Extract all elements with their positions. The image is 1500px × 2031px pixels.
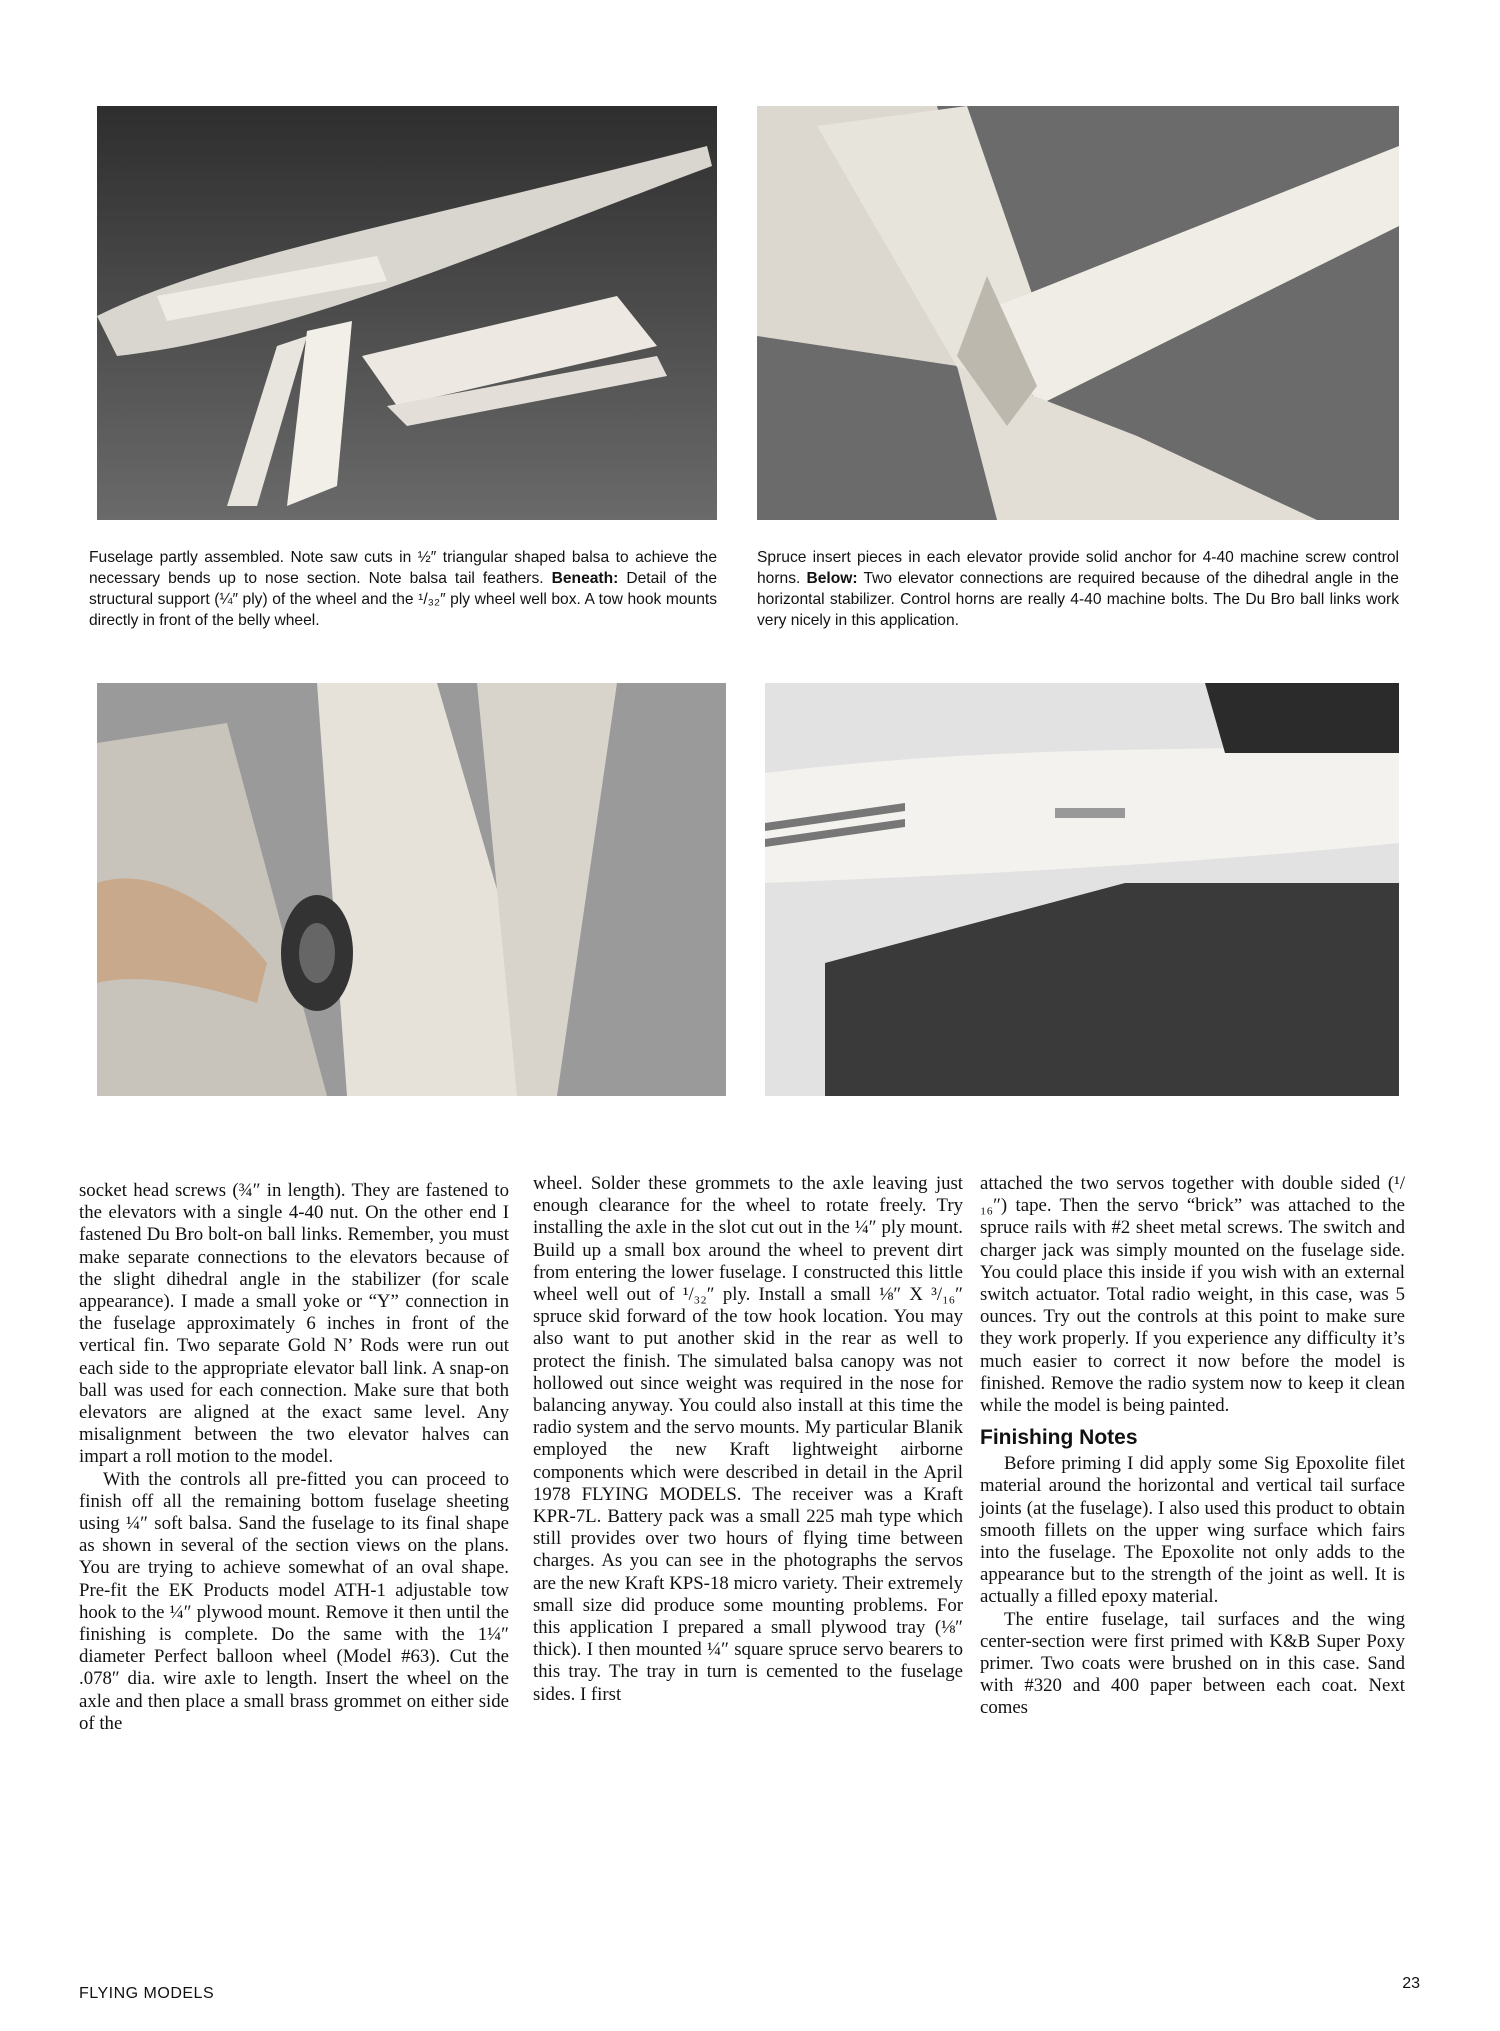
column-1-paragraph-2: With the controls all pre-fitted you can proceed to finish off all the remaining bottom fuselage sheeting using ¼″ soft balsa. Sand the fuselage to its final shape as shown in several of the section views on the plans. You are trying to achieve somewhat of an oval shape. Pre-fit the EK Products model ATH-1 adjustable tow hook to the ¼″ plywood mount. Remove it then until the finishing is complete. Do the same with the 1¼″ diameter Perfect balloon wheel (Model #63). Cut the .078″ dia. wire axle to length. Insert the wheel on the axle and then place a small brass grommet on either side of the	[79, 1468, 509, 1734]
footer-page-number: 23	[1402, 1975, 1420, 1992]
article-column-3	[980, 1173, 1405, 1720]
column-1-paragraph-1: socket head screws (¾″ in length). They are fastened to the elevators with a single 4-40 nut. On the other end I fastened Du Bro bolt-on ball links. Remember, you must make separate connections to the elevators because of the slight dihedral angle in the stabilizer (for scale appearance). I made a small yoke or “Y” connection in the fuselage approximately 6 inches in front of the vertical fin. Two separate Gold N’ Rods were run out each side to the appropriate elevator ball link. A snap-on ball was used for each connection. Make sure that both elevators are aligned at the exact same level. Any misalignment between the two elevator halves can impart a roll motion to the model.	[79, 1180, 509, 1468]
caption-elevator-bold-label: Below:	[806, 570, 858, 587]
column-3-paragraph-2: Before priming I did apply some Sig Epoxolite filet material around the horizontal and vertical tail surface joints (at the fuselage). I also used this product to obtain smooth fillets on the upper wing surface which fairs into the fuselage. The Epoxolite not only adds to the appearance but to the strength of the joint as well. It is actually a filled epoxy material.	[980, 1453, 1405, 1608]
article-column-1	[79, 1180, 509, 1735]
photo-elevator-connections	[765, 683, 1399, 1096]
photo-belly-wheel-well	[97, 683, 726, 1096]
caption-fuselage	[89, 547, 717, 631]
caption-fuselage-bold-label: Beneath:	[551, 570, 619, 587]
column-3-paragraph-1: attached the two servos together with double sided (¹/₁₆″) tape. Then the servo “brick” was attached to the spruce rails with #2 sheet metal screws. The switch and charger jack was simply mounted on the fuselage side. You could place this inside if you wish with an external switch actuator. Total radio weight, in this case, was 5 ounces. Try out the controls at this point to make sure they work properly. If you experience any difficulty it’s much easier to correct it now before the model is finished. Remove the radio system now to keep it clean while the model is being painted.	[980, 1173, 1405, 1417]
photo-fuselage-partly-assembled	[97, 106, 717, 520]
caption-fuselage-text-2: Detail of the structural support (¼″ ply) of the wheel and the ¹/₃₂″ ply wheel well box. A tow hook mounts directly in front of the belly wheel.	[89, 570, 717, 629]
caption-elevator-text-2: Two elevator connections are required because of the dihedral angle in the horizontal stabilizer. Control horns are really 4-40 machine bolts. The Du Bro ball links work very nicely in this application.	[757, 570, 1399, 629]
photo-elevator-spruce-insert	[757, 106, 1399, 520]
caption-fuselage-text-1: Fuselage partly assembled. Note saw cuts in ½″ triangular shaped balsa to achieve the necessary bends up to nose section. Note balsa tail feathers.	[89, 549, 717, 587]
column-2-paragraph-1: wheel. Solder these grommets to the axle leaving just enough clearance for the wheel to rotate freely. Try installing the axle in the slot cut out in the ¼″ ply mount. Build up a small box around the wheel to prevent dirt from entering the lower fuselage. I constructed this little wheel well out of ¹/₃₂″ ply. Install a small ⅛″ X ³/₁₆″ spruce skid forward of the tow hook location. You may also want to put another skid in the rear as well to protect the finish. The simulated balsa canopy was not hollowed out since weight was required in the nose for balancing anyway. You could also install at this time the radio system and the servo mounts. My particular Blanik employed the new Kraft lightweight airborne components which were described in detail in the April 1978 FLYING MODELS. The receiver was a Kraft KPR-7L. Battery pack was a small 225 mah type which still provides over two hours of flying time between charges. As you can see in the photographs the servos are the new Kraft KPS-18 micro variety. Their extremely small size did produce some mounting problems. For this application I prepared a small plywood tray (⅛″ thick). I then mounted ¼″ square spruce servo bearers to this tray. The tray in turn is cemented to the fuselage sides. I first	[533, 1173, 963, 1705]
caption-elevator	[757, 547, 1399, 631]
column-3-paragraph-3: The entire fuselage, tail surfaces and the wing center-section were first primed with K&B Super Poxy primer. Two coats were brushed on in this case. Sand with #320 and 400 paper between each coat. Next comes	[980, 1608, 1405, 1719]
footer-magazine-name: FLYING MODELS	[79, 1985, 215, 2002]
caption-elevator-text-1: Spruce insert pieces in each elevator provide solid anchor for 4-40 machine screw control horns.	[757, 549, 1399, 587]
section-heading-finishing-notes: Finishing Notes	[980, 1426, 1138, 1450]
article-column-2	[533, 1173, 963, 1706]
